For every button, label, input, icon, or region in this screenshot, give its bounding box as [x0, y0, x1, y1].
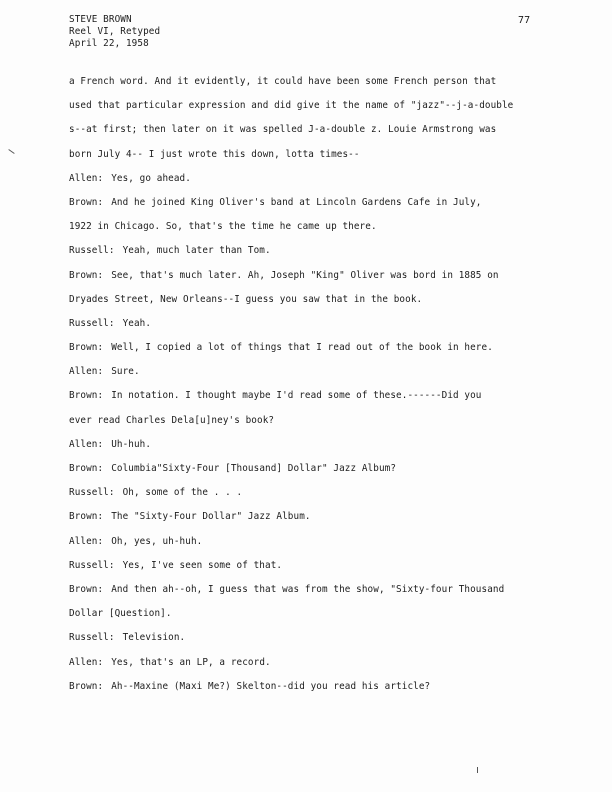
- speaker-label: Brown:: [69, 342, 104, 354]
- line-text: Ah--Maxine (Maxi Me?) Skelton--did you read his article?: [111, 680, 431, 692]
- transcript-line: [69, 536, 549, 560]
- transcript-line: [69, 511, 549, 535]
- line-text: The "Sixty-Four Dollar" Jazz Album.: [111, 511, 311, 523]
- transcript-line: [69, 439, 549, 463]
- speaker-label: Russell:: [69, 632, 115, 644]
- transcript-line: [69, 149, 549, 173]
- line-text: used that particular expression and did give it the name of "jazz"--j-a-double: [69, 100, 514, 112]
- scan-mark: [477, 767, 478, 773]
- transcript-line: [69, 173, 549, 197]
- page-header: [69, 14, 160, 50]
- speaker-label: Allen:: [69, 172, 104, 184]
- transcript-line: [69, 584, 549, 608]
- transcript-line: [69, 245, 549, 269]
- transcript-line: [69, 657, 549, 681]
- speaker-label: Brown:: [69, 390, 104, 402]
- transcript-line: [69, 608, 549, 632]
- speaker-label: Russell:: [69, 487, 115, 499]
- speaker-label: Allen:: [69, 438, 104, 450]
- line-text: s--at first; then later on it was spelled J-a-double z. Louie Armstrong was: [69, 124, 497, 136]
- speaker-label: Brown:: [69, 680, 104, 692]
- line-text: Well, I copied a lot of things that I read out of the book in here.: [111, 342, 493, 354]
- speaker-label: Russell:: [69, 317, 115, 329]
- line-text: Dryades Street, New Orleans--I guess you saw that in the book.: [69, 293, 423, 305]
- transcript-line: [69, 560, 549, 584]
- speaker-label: Brown:: [69, 583, 104, 595]
- speaker-label: Brown:: [69, 463, 104, 474]
- line-text: Television.: [122, 632, 186, 644]
- transcript-line: [69, 342, 549, 366]
- speaker-label: Allen:: [69, 366, 104, 378]
- line-text: And then ah--oh, I guess that was from the show, "Sixty-four Thousand: [111, 583, 505, 595]
- page-number: 77: [518, 15, 531, 26]
- header-line: April 22, 1958: [69, 38, 149, 49]
- line-text: And he joined King Oliver's band at Lincoln Gardens Cafe in July,: [111, 196, 482, 208]
- speaker-label: Brown:: [69, 196, 104, 208]
- line-text: Columbia"Sixty-Four [Thousand] Dollar" Jazz Album?: [111, 463, 397, 474]
- line-text: ever read Charles Dela[u]ney's book?: [69, 414, 275, 426]
- transcript-line: [69, 197, 549, 221]
- transcript-line: [69, 632, 549, 656]
- line-text: 1922 in Chicago. So, that's the time he came up there.: [69, 221, 377, 233]
- transcript-line: [69, 366, 549, 390]
- transcript-line: [69, 100, 549, 124]
- transcript-line: [69, 294, 549, 318]
- header-line: Reel VI, Retyped: [69, 26, 161, 37]
- transcript-line: [69, 390, 549, 414]
- speaker-label: Russell:: [69, 245, 115, 257]
- header-line: STEVE BROWN: [69, 14, 132, 25]
- speaker-label: Allen:: [69, 656, 104, 668]
- line-text: Yes, go ahead.: [111, 172, 191, 184]
- speaker-label: Allen:: [69, 535, 104, 547]
- line-text: a French word. And it evidently, it could have been some French person that: [69, 76, 497, 87]
- scan-mark: [8, 149, 14, 154]
- speaker-label: Russell:: [69, 559, 115, 571]
- transcript-body: [69, 76, 549, 705]
- line-text: Yeah.: [122, 317, 152, 329]
- line-text: Oh, yes, uh-huh.: [111, 535, 203, 547]
- line-text: Yes, I've seen some of that.: [122, 559, 283, 571]
- transcript-line: [69, 318, 549, 342]
- transcript-line: [69, 124, 549, 148]
- transcript-line: [69, 270, 549, 294]
- line-text: Sure.: [111, 366, 140, 378]
- line-text: Oh, some of the . . .: [122, 487, 243, 499]
- line-text: In notation. I thought maybe I'd read some of these.------Did you: [111, 390, 482, 402]
- line-text: Yeah, much later than Tom.: [122, 245, 271, 257]
- speaker-label: Brown:: [69, 269, 104, 281]
- line-text: Dollar [Question].: [69, 608, 172, 620]
- transcript-line: [69, 415, 549, 439]
- transcript-line: [69, 487, 549, 511]
- line-text: Yes, that's an LP, a record.: [111, 656, 271, 668]
- speaker-label: Brown:: [69, 511, 104, 523]
- transcript-line: [69, 221, 549, 245]
- transcript-line: [69, 76, 549, 100]
- line-text: Uh-huh.: [111, 438, 152, 450]
- transcript-line: [69, 463, 549, 487]
- line-text: born July 4-- I just wrote this down, lotta times--: [69, 148, 360, 160]
- line-text: See, that's much later. Ah, Joseph "King" Oliver was bord in 1885 on: [111, 269, 499, 281]
- transcript-line: [69, 681, 549, 705]
